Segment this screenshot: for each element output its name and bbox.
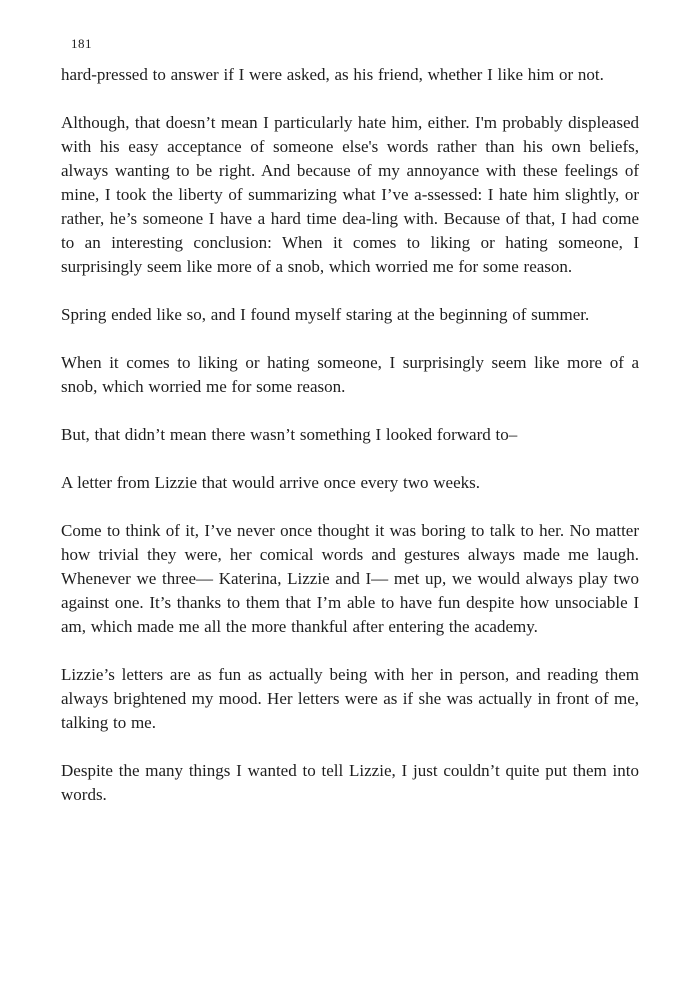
paragraph: But, that didn’t mean there wasn’t something I looked forward to– (61, 425, 518, 444)
paragraph: Although, that doesn’t mean I particularly hate him, either. I'm probably displeased with his easy acceptance of someone else's words rather than his own beliefs, always wanting to be right. And because of my annoyance with these feelings of mine, I took the liberty of summarizing what I’ve a-ssessed: I hate him slightly, or rather, he’s someone I have a hard time dea-ling with. Because of that, I had come to an interesting conclusion: When it comes to liking or hating someone, I surprisingly seem like more of a snob, which worried me for some reason. (61, 113, 639, 276)
page-number: 181 (71, 36, 92, 51)
paragraph: Spring ended like so, and I found myself staring at the beginning of summer. (61, 305, 590, 324)
paragraph: Lizzie’s letters are as fun as actually being with her in person, and reading them always brightened my mood. Her letters were as if she was actually in front of me, talking to me. (61, 665, 639, 732)
paragraph: Despite the many things I wanted to tell Lizzie, I just couldn’t quite put them into words. (61, 761, 639, 804)
document-page (61, 0, 639, 807)
paragraph: hard-pressed to answer if I were asked, as his friend, whether I like him or not. (61, 65, 604, 84)
page-body-text (61, 63, 639, 807)
paragraph: A letter from Lizzie that would arrive once every two weeks. (61, 473, 480, 492)
paragraph: Come to think of it, I’ve never once thought it was boring to talk to her. No matter how trivial they were, her comical words and gestures always made me laugh. Whenever we three— Katerina, Lizzie and I— met up, we would always play two against one. It’s thanks to them that I’m able to have fun despite how unsociable I am, which made me all the more thankful after entering the academy. (61, 521, 639, 636)
paragraph: When it comes to liking or hating someone, I surprisingly seem like more of a snob, which worried me for some reason. (61, 353, 639, 396)
